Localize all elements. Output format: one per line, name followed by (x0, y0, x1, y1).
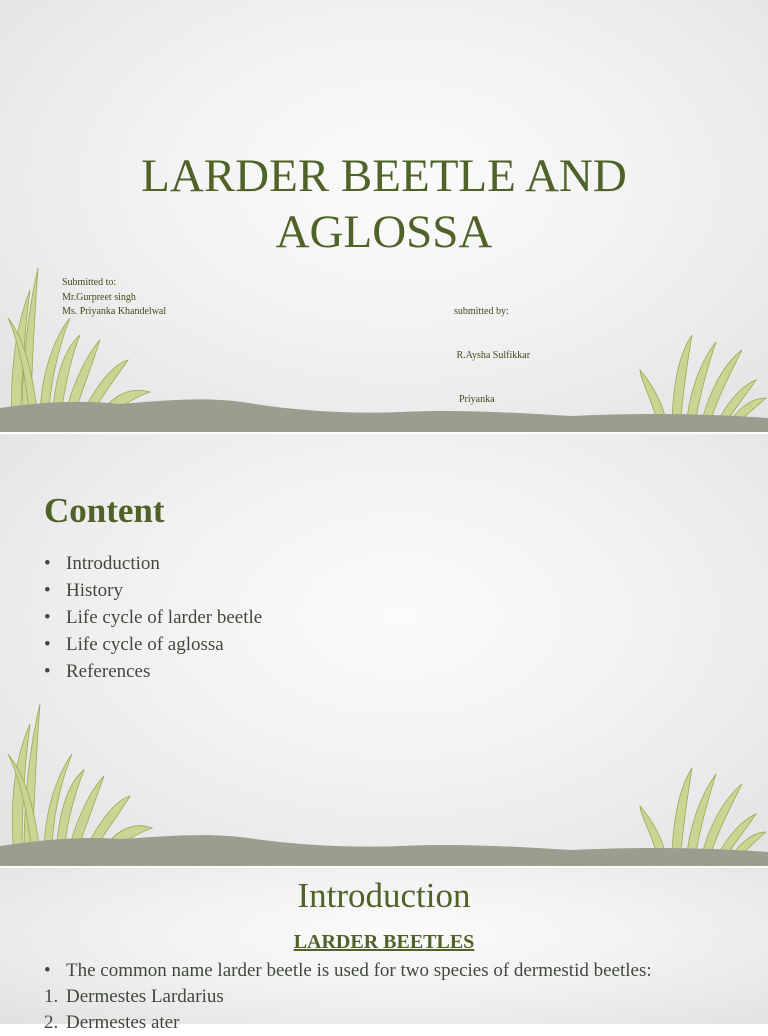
list-item (44, 577, 262, 604)
numbered-item-text: Dermestes ater (66, 1012, 180, 1033)
content-heading: Content (44, 491, 165, 530)
item-number: 2. (44, 1012, 59, 1033)
numbered-item (44, 984, 224, 1010)
larder-beetles-subheading (0, 929, 768, 955)
presentation-title (60, 148, 708, 260)
bullet-icon: • (44, 607, 51, 628)
submitted-by-name: Priyanka (454, 393, 495, 405)
list-item-label: Life cycle of aglossa (66, 634, 224, 655)
list-item-label: Life cycle of larder beetle (66, 607, 263, 628)
title-line-2: AGLOSSA (275, 206, 493, 258)
submitted-by-name: R.Aysha Sulfikkar (454, 349, 531, 361)
introduction-heading: Introduction (297, 876, 471, 915)
subheading-text: LARDER BEETLES (293, 931, 475, 953)
title-slide (0, 0, 768, 432)
intro-bullet (44, 958, 652, 984)
list-item-label: History (66, 580, 123, 601)
intro-bullet-text: The common name larder beetle is used for two species of dermestid beetles: (66, 960, 652, 981)
bullet-icon: • (44, 661, 51, 682)
numbered-item (44, 1010, 179, 1036)
list-item-label: Introduction (66, 553, 160, 574)
list-item (44, 631, 262, 658)
list-item-label: References (66, 661, 151, 682)
list-item (44, 604, 262, 631)
item-number: 1. (44, 986, 59, 1007)
bullet-icon: • (44, 580, 51, 601)
submitted-to-name: Ms. Priyanka Khandelwal (62, 306, 167, 318)
submitted-to-block (62, 276, 166, 320)
bullet-icon: • (44, 634, 51, 655)
list-item (44, 550, 262, 577)
submitted-to-heading: Submitted to: (62, 277, 117, 288)
submitted-by-heading: submitted by: (454, 306, 509, 318)
list-item (44, 658, 262, 685)
title-line-1: LARDER BEETLE AND (141, 150, 627, 202)
submitted-to-name: Mr.Gurpreet singh (62, 291, 136, 303)
bullet-icon: • (44, 553, 51, 574)
numbered-item-text: Dermestes Lardarius (66, 986, 224, 1007)
content-list (44, 550, 262, 685)
bullet-icon: • (44, 960, 51, 981)
